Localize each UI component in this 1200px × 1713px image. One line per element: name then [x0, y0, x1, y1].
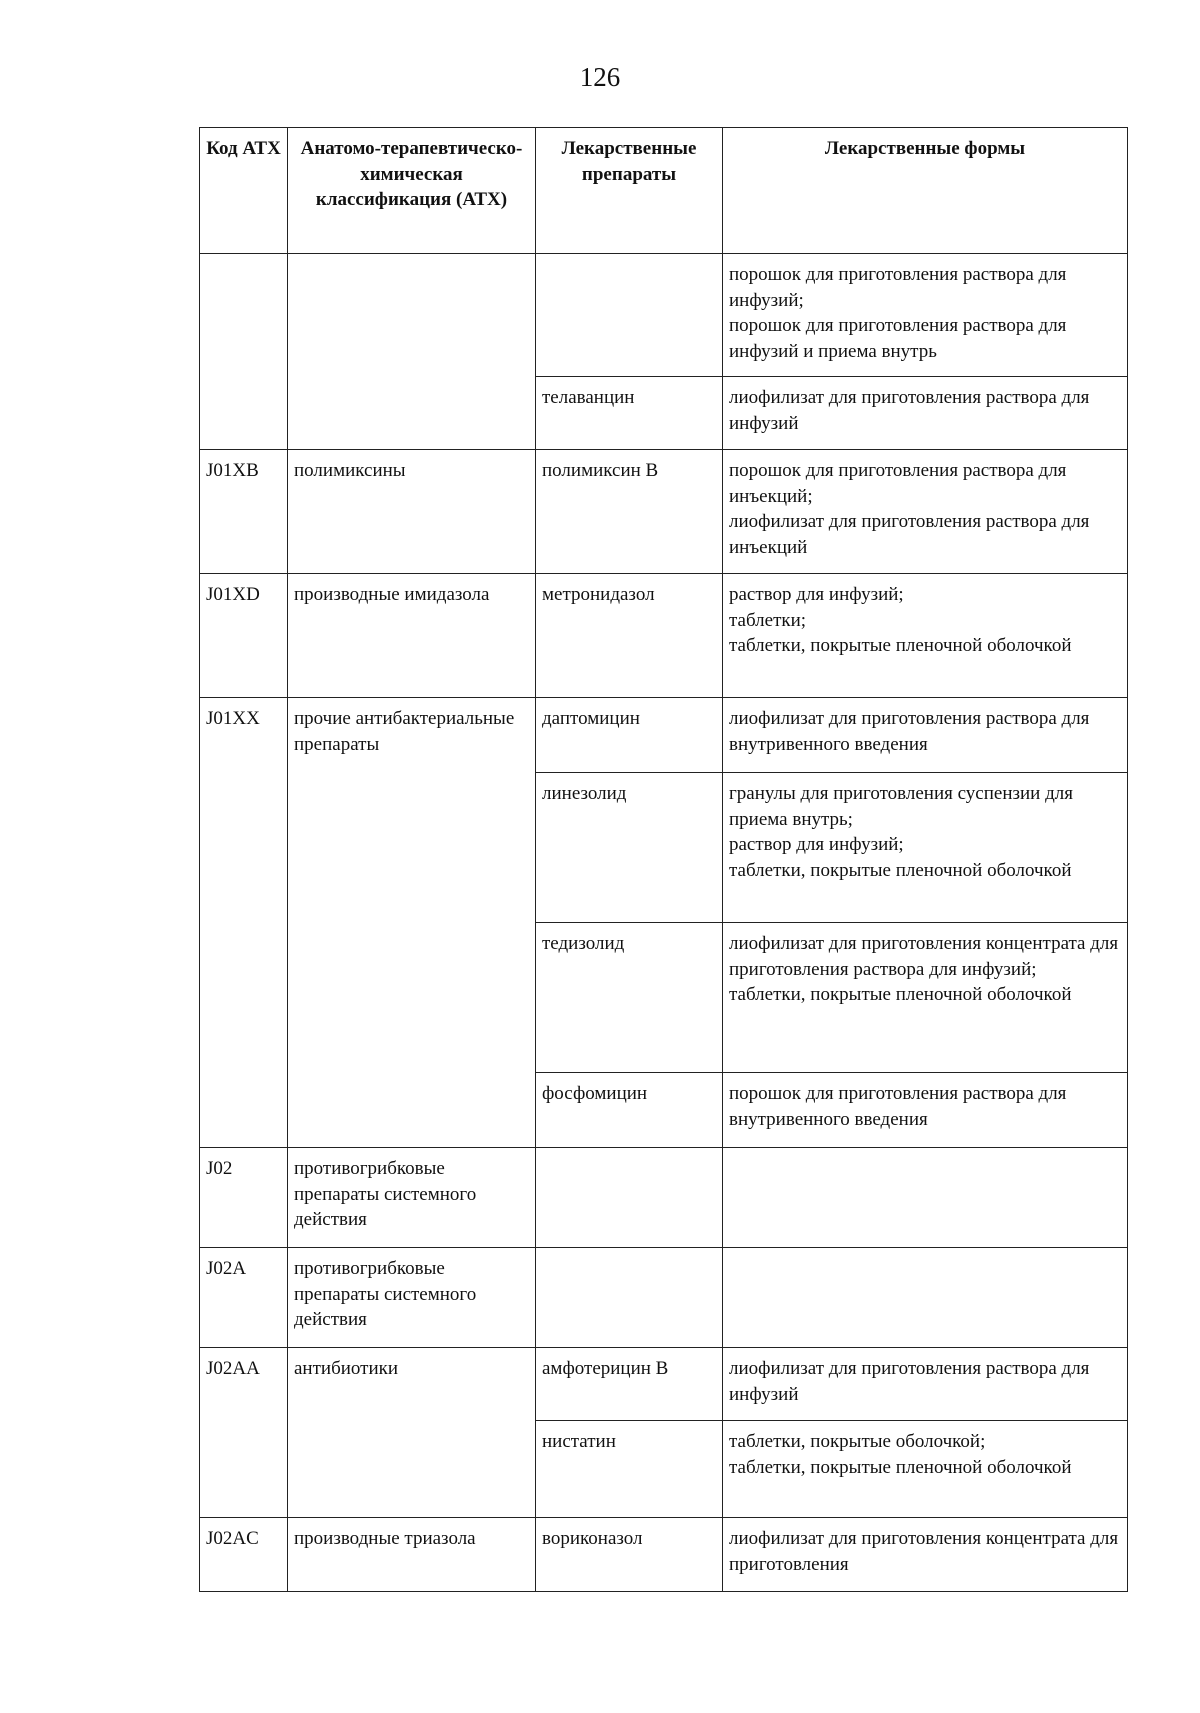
form-item: порошок для приготовления раствора для внутривенного введения: [729, 1083, 1067, 1130]
cell-classification: [288, 254, 536, 450]
cell-code: J01XD: [200, 574, 288, 698]
cell-code: [200, 254, 288, 450]
form-item: таблетки;: [729, 609, 807, 631]
table-header-row: [200, 128, 1128, 254]
form-item: таблетки, покрытые оболочкой;: [729, 1431, 986, 1452]
header-classification: Анатомо-терапевтическо-химическая классификация (АТХ): [288, 128, 536, 254]
cell-classification: производные имидазола: [288, 574, 536, 698]
cell-drug: [536, 1148, 723, 1248]
cell-classification: производные триазола: [288, 1518, 536, 1592]
table-row: [200, 1248, 1128, 1348]
cell-classification: прочие антибактериальные препараты: [288, 698, 536, 1148]
header-forms: Лекарственные формы: [723, 128, 1128, 254]
cell-drug: амфотерицин В: [536, 1348, 723, 1421]
form-item: раствор для инфузий;: [729, 584, 904, 605]
table-row: [200, 450, 1128, 574]
cell-forms: [723, 1518, 1128, 1592]
form-item: лиофилизат для приготовления концентрата для приготовления: [729, 1528, 1119, 1575]
atc-table: [199, 127, 1128, 1592]
cell-drug: даптомицин: [536, 698, 723, 773]
form-item: лиофилизат для приготовления концентрата для приготовления раствора для инфузий;: [729, 933, 1119, 980]
cell-forms: [723, 1348, 1128, 1421]
cell-forms: [723, 1421, 1128, 1518]
cell-drug: [536, 254, 723, 377]
cell-forms: [723, 1148, 1128, 1248]
form-item: раствор для инфузий;: [729, 834, 904, 855]
table-row: [200, 1148, 1128, 1248]
table-row: [200, 574, 1128, 698]
cell-forms: [723, 450, 1128, 574]
cell-drug: телаванцин: [536, 377, 723, 450]
form-item: порошок для приготовления раствора для инъекций;: [729, 460, 1067, 507]
cell-forms: [723, 1073, 1128, 1148]
cell-drug: нистатин: [536, 1421, 723, 1518]
cell-code: J02: [200, 1148, 288, 1248]
page-number: 126: [579, 62, 621, 92]
form-item: таблетки, покрытые пленочной оболочкой: [729, 1456, 1072, 1478]
cell-classification: противогрибковые препараты системного действия: [288, 1248, 536, 1348]
cell-forms: [723, 254, 1128, 377]
cell-forms: [723, 773, 1128, 923]
cell-drug: [536, 1248, 723, 1348]
cell-code: J01XX: [200, 698, 288, 1148]
form-item: лиофилизат для приготовления раствора для инъекций: [729, 511, 1090, 558]
table-row: [200, 1518, 1128, 1592]
table-row: [200, 698, 1128, 773]
cell-code: J02AA: [200, 1348, 288, 1518]
cell-drug: вориконазол: [536, 1518, 723, 1592]
form-item: лиофилизат для приготовления раствора для инфузий: [729, 1358, 1090, 1405]
cell-code: J02AC: [200, 1518, 288, 1592]
cell-drug: тедизолид: [536, 923, 723, 1073]
cell-forms: [723, 1248, 1128, 1348]
form-item: таблетки, покрытые пленочной оболочкой: [729, 859, 1072, 881]
form-item: гранулы для приготовления суспензии для приема внутрь;: [729, 783, 1073, 830]
cell-classification: антибиотики: [288, 1348, 536, 1518]
cell-drug: полимиксин В: [536, 450, 723, 574]
header-drugs: Лекарственные препараты: [536, 128, 723, 254]
form-item: таблетки, покрытые пленочной оболочкой: [729, 635, 1072, 656]
form-item: порошок для приготовления раствора для инфузий и приема внутрь: [729, 315, 1067, 362]
table-row: [200, 254, 1128, 377]
cell-forms: [723, 574, 1128, 698]
cell-forms: [723, 698, 1128, 773]
form-item: лиофилизат для приготовления раствора для инфузий: [729, 387, 1090, 434]
cell-forms: [723, 377, 1128, 450]
cell-drug: фосфомицин: [536, 1073, 723, 1148]
form-item: лиофилизат для приготовления раствора для внутривенного введения: [729, 708, 1090, 755]
cell-drug: линезолид: [536, 773, 723, 923]
cell-forms: [723, 923, 1128, 1073]
cell-classification: полимиксины: [288, 450, 536, 574]
cell-classification: противогрибковые препараты системного действия: [288, 1148, 536, 1248]
cell-drug: метронидазол: [536, 574, 723, 698]
cell-code: J01XB: [200, 450, 288, 574]
header-code: Код АТХ: [200, 128, 288, 254]
table-row: [200, 1348, 1128, 1421]
form-item: порошок для приготовления раствора для инфузий;: [729, 264, 1067, 311]
cell-code: J02A: [200, 1248, 288, 1348]
form-item: таблетки, покрытые пленочной оболочкой: [729, 984, 1072, 1005]
